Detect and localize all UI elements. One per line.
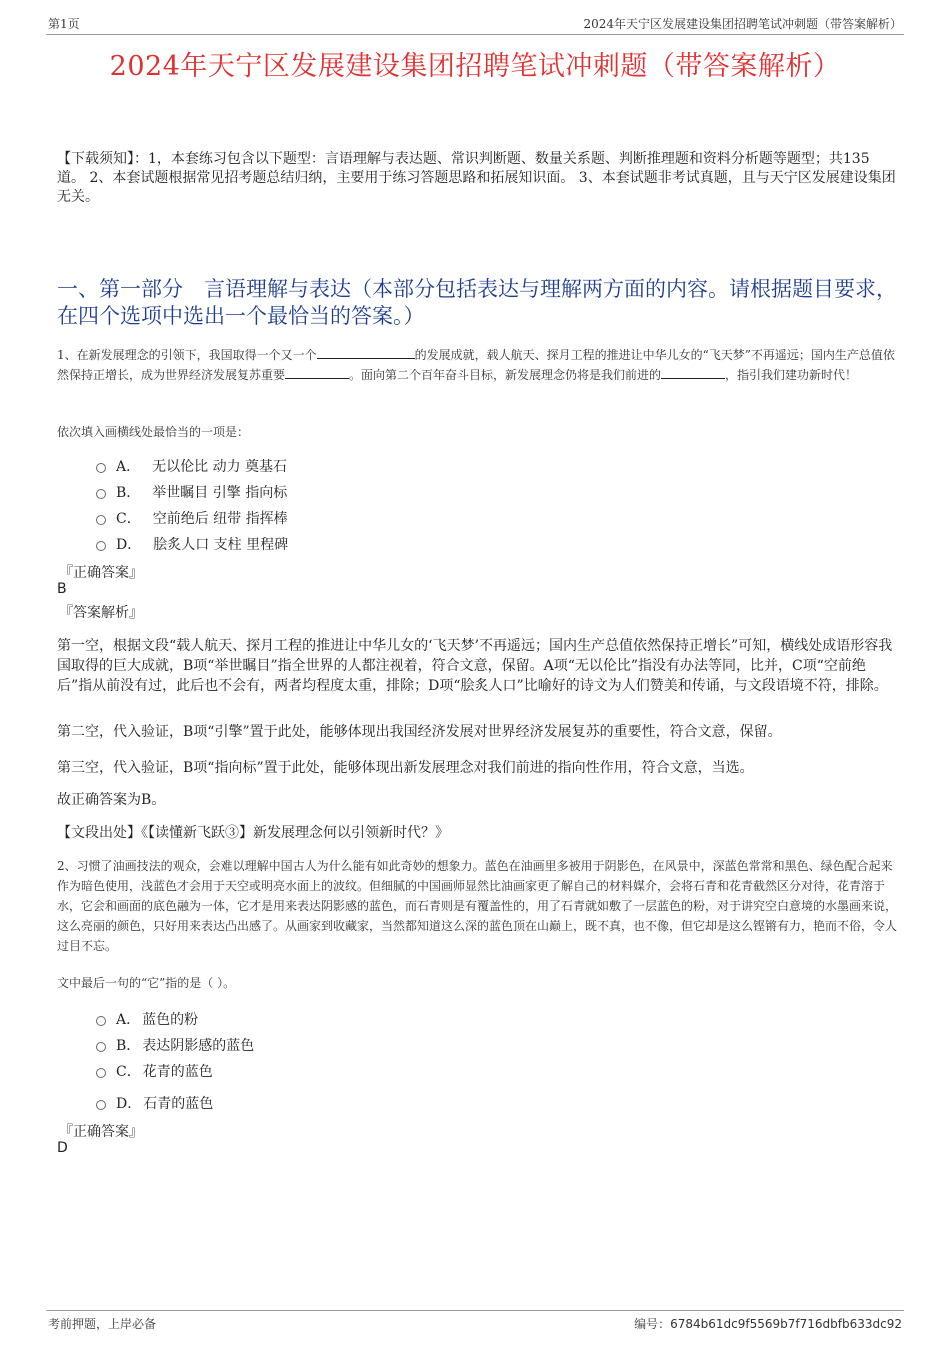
question-1-part-a: 1、在新发展理念的引领下，我国取得一个又一个 (57, 348, 317, 362)
q1-option-d[interactable] (96, 534, 288, 554)
question-2-prompt: 文中最后一句的“它”指的是（ ）。 (57, 976, 236, 990)
option-letter: D． (116, 1096, 142, 1112)
document-title: 2024年天宁区发展建设集团招聘笔试冲刺题（带答案解析） (109, 51, 841, 82)
option-text: 表达阴影感的蓝色 (142, 1038, 255, 1054)
q1-analysis-para-1: 第一空，根据文段“载人航天、探月工程的推进让中华儿女的‘飞天梦’不再遥远；国内生产总值依然保持正增长”可知，横线处成语形容我国取得的巨大成就，B项“举世瞩目”指全世界的人都注视着，符合文意，保留。A项“无以伦比”指没有办法等同，比并，C项“空前绝后”指从前没有过，此后也不会有，两者均程度太重，排除；D项“脍炙人口”比喻好的诗文为人们赞美和传诵，与文段语境不符，排除。 (57, 638, 893, 694)
question-1-prompt: 依次填入画横线处最恰当的一项是： (57, 425, 250, 439)
option-text: 举世瞩目 引擎 指向标 (152, 485, 288, 501)
page-number: 第1页 (48, 17, 80, 31)
footer-code-label: 编号： (634, 1317, 671, 1331)
q2-option-a[interactable] (96, 1009, 198, 1029)
option-letter: C． (116, 1064, 141, 1080)
q1-answer: B (57, 581, 67, 597)
footer-code-value: 6784b61dc9f5569b7f716dbfb633dc92 (670, 1317, 902, 1331)
option-letter: C． (116, 511, 141, 527)
download-notice: 【下载须知】：1，本套练习包含以下题型：言语理解与表达题、常识判断题、数量关系题、判断推理题和资料分析题等题型；共135道。 2、本套试题根据常见招考题总结归纳，主要用于练习答题思路和拓展知识面。 3、本套试题非考试真题，且与天宁区发展建设集团无关。 (57, 151, 896, 205)
q1-source: 【文段出处】《【读懂新飞跃③】新发展理念何以引领新时代？》 (57, 825, 449, 841)
q1-analysis-para-2: 第二空，代入验证，B项“引擎”置于此处，能够体现出我国经济发展对世界经济发展复苏的重要性，符合文意，保留。 (57, 724, 782, 740)
option-text: 空前绝后 纽带 指挥棒 (152, 511, 288, 527)
radio-icon[interactable] (96, 489, 106, 499)
q1-option-a[interactable] (96, 456, 287, 476)
option-text: 无以伦比 动力 奠基石 (152, 459, 288, 475)
option-letter: A． (116, 459, 141, 475)
radio-icon[interactable] (96, 1100, 106, 1110)
q2-answer: D (57, 1140, 68, 1156)
option-letter: A． (116, 1012, 141, 1028)
page-header (46, 14, 904, 35)
footer-slogan: 考前押题，上岸必备 (48, 1317, 157, 1331)
q1-option-c[interactable] (96, 508, 288, 528)
option-text: 蓝色的粉 (142, 1012, 199, 1028)
section-heading: 一、第一部分 言语理解与表达（本部分包括表达与理解两方面的内容。请根据题目要求，在四个选项中选出一个最恰当的答案。） (57, 277, 897, 328)
q1-analysis-para-4: 故正确答案为B。 (57, 792, 166, 808)
q2-answer-label: 『正确答案』 (59, 1124, 143, 1140)
question-1-text (57, 345, 899, 385)
q2-option-c[interactable] (96, 1061, 213, 1081)
radio-icon[interactable] (96, 1016, 106, 1026)
radio-icon[interactable] (96, 541, 106, 551)
q2-option-b[interactable] (96, 1035, 254, 1055)
q2-option-d[interactable] (96, 1093, 213, 1113)
question-2-text: 2、习惯了油画技法的观众，会难以理解中国古人为什么能有如此奇妙的想象力。蓝色在油画里多被用于阴影色，在风景中，深蓝色常常和黑色、绿色配合起来作为暗色使用，浅蓝色才会用于天空或明亮水面上的波纹。但细腻的中国画师显然比油画家更了解自己的材料媒介，会将石青和花青截然区分对待，花青溶于水，它会和画面的底色融为一体，它才是用来表达阴影感的蓝色，而石青则是有覆盖性的，用了石青就如敷了一层蓝色的粉，对于讲究空白意境的水墨画来说，这么亮丽的颜色，只好用来表达凸出感了。从画家到收藏家，当然都知道这么深的蓝色顶在山巅上，既不真，也不像，但它却是这么铿锵有力，艳而不俗，令人过目不忘。 (57, 859, 898, 953)
option-letter: B． (116, 485, 141, 501)
option-text: 脍炙人口 支柱 里程碑 (153, 537, 289, 553)
question-1-part-b: 的发展成就，载人航天、探月工程的推进让中华儿女的“飞天梦”不再遥远；国内生产总值依然保持正增长，成为世界经济发展复苏重要 (57, 348, 895, 382)
radio-icon[interactable] (96, 1042, 106, 1052)
footer-code (634, 1315, 902, 1332)
q1-answer-label: 『正确答案』 (59, 565, 143, 581)
q1-analysis-label: 『答案解析』 (59, 605, 143, 621)
header-doc-title: 2024年天宁区发展建设集团招聘笔试冲刺题（带答案解析） (583, 17, 902, 31)
fill-blank-2 (285, 366, 349, 379)
option-letter: B． (116, 1038, 141, 1054)
page-footer (46, 1310, 904, 1333)
radio-icon[interactable] (96, 1068, 106, 1078)
radio-icon[interactable] (96, 515, 106, 525)
fill-blank-1 (317, 346, 415, 359)
question-1-part-c: 。面向第二个百年奋斗目标，新发展理念仍将是我们前进的 (349, 368, 662, 382)
question-1-part-d: ，指引我们建功新时代！ (725, 368, 858, 382)
option-text: 石青的蓝色 (143, 1096, 214, 1112)
q1-option-b[interactable] (96, 482, 287, 502)
fill-blank-3 (661, 366, 725, 379)
option-text: 花青的蓝色 (142, 1064, 213, 1080)
radio-icon[interactable] (96, 463, 106, 473)
option-letter: D． (116, 537, 142, 553)
q1-analysis-para-3: 第三空，代入验证，B项“指向标”置于此处，能够体现出新发展理念对我们前进的指向性作用，符合文意，当选。 (57, 760, 754, 776)
